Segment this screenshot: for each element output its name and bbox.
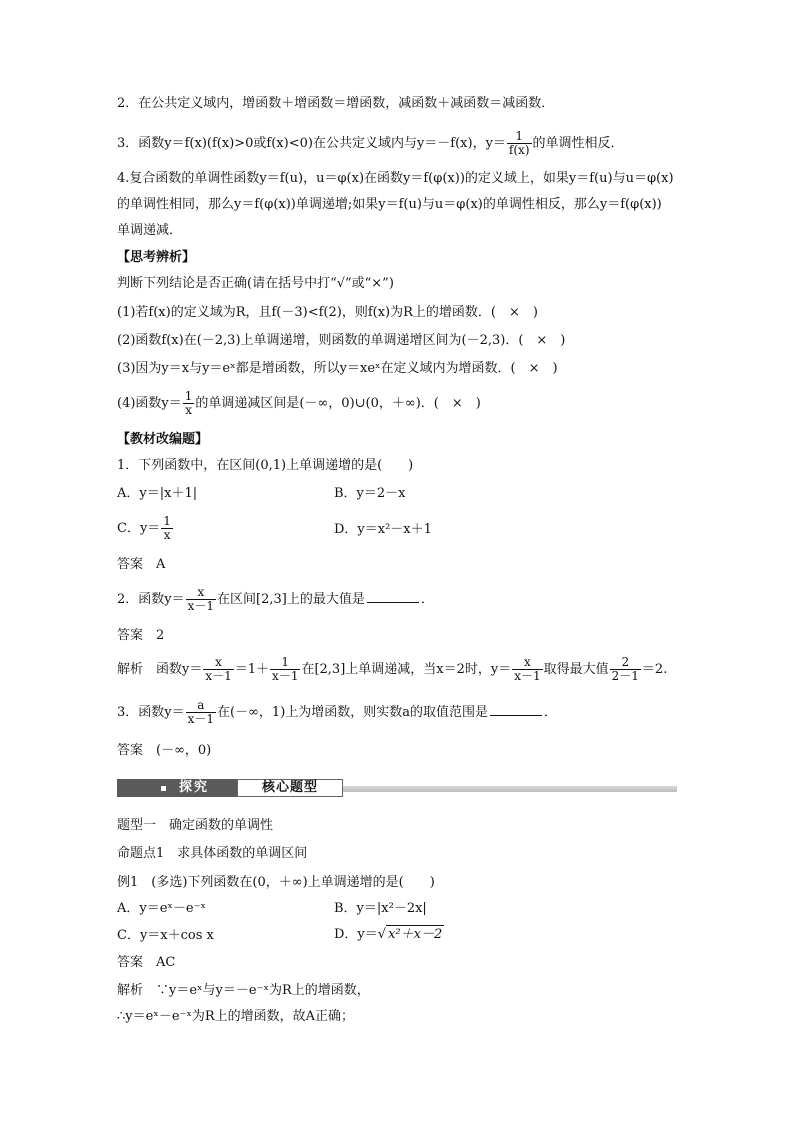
- fraction-1-over-x: $\frac{1}{x}$: [184, 389, 193, 417]
- judgement-item-4: (4)函数y＝ $\frac{1}{x}$ 的单调递减区间是(－∞，0)∪(0，＋∞)．( × ): [117, 389, 481, 417]
- square-bullet-icon: [161, 786, 166, 791]
- answer-blank: [367, 590, 419, 603]
- text-line-property-4-cont: 的单调性相同，那么y＝f(φ(x))单调递增;如果y＝f(u)与u＝φ(x)的单调性相反，那么y＝f(φ(x)): [117, 197, 662, 212]
- section-heading-thinking: 【思考辨析】: [117, 250, 196, 265]
- question-1-option-d: D．y＝x²－x＋1: [334, 522, 432, 537]
- banner-rule: [343, 786, 677, 792]
- fraction-option-c: $\frac{1}{x}$: [163, 514, 171, 542]
- text-line-property-4: 4.复合函数的单调性函数y＝f(u)，u＝φ(x)在函数y＝f(φ(x))的定义域上，如果y＝f(u)与u＝φ(x): [117, 171, 674, 186]
- fraction-sol-4: $\frac{2}{2-1}$: [611, 655, 639, 683]
- fraction-q2: $\frac{x}{x-1}$: [187, 585, 215, 613]
- text-line-property-3: 3．函数y＝f(x)(f(x)>0或f(x)<0)在公共定义域内与y＝－f(x)，y＝ $\frac{1}{f(x)}$ 的单调性相反．: [117, 129, 624, 157]
- text-line-property-2: 2．在公共定义域内，增函数＋增函数＝增函数，减函数＋减函数＝减函数．: [117, 96, 555, 111]
- judgement-item-3: (3)因为y＝x与y＝eˣ都是增函数，所以y＝xeˣ在定义域内为增函数．( × ): [117, 361, 558, 376]
- example-1-option-a: A．y＝eˣ－e⁻ˣ: [117, 901, 207, 916]
- subtopic-heading: 命题点1 求具体函数的单调区间: [117, 846, 308, 861]
- question-2: 2．函数y＝ $\frac{x}{x-1}$ 在区间[2,3]上的最大值是 ．: [117, 585, 434, 613]
- question-1-option-b: B．y＝2－x: [334, 486, 406, 501]
- fraction-sol-2: $\frac{1}{x-1}$: [272, 655, 299, 683]
- example-1-option-d: D．y＝√ x²＋x－2: [334, 927, 443, 942]
- fraction-1-over-fx: $\frac{1}{f(x)}$: [508, 129, 530, 157]
- example-1: 例1 (多选)下列函数在(0，＋∞)上单调递增的是( ): [117, 875, 435, 890]
- judgement-item-1: (1)若f(x)的定义域为R，且f(－3)<f(2)，则f(x)为R上的增函数．( × ): [117, 305, 538, 320]
- judgement-item-2: (2)函数f(x)在(－2,3)上单调递增，则函数的单调递增区间为(－2,3)．( × ): [117, 333, 566, 348]
- answer-blank: [490, 703, 542, 716]
- question-3: 3．函数y＝ $\frac{a}{x-1}$ 在(－∞，1)上为增函数，则实数a的取值范围是 ．: [117, 698, 558, 726]
- banner-label-explore: 探究: [117, 779, 237, 797]
- question-1-option-a: A．y＝|x＋1|: [117, 486, 198, 501]
- section-banner: [117, 778, 677, 798]
- banner-label-core: 核心题型: [237, 779, 343, 797]
- solution-2: 解析 函数y＝ $\frac{x}{x-1}$ ＝1＋ $\frac{1}{x-1}$ 在[2,3]上单调递减，当x＝2时，y＝ $\frac{x}{x-1}$ 取得最大值 $\frac{2}{2-1}$ ＝2.: [117, 655, 668, 683]
- example-1-solution-cont: ∴y＝eˣ－e⁻ˣ为R上的增函数，故A正确；: [117, 1009, 355, 1024]
- section-heading-textbook: 【教材改编题】: [117, 432, 209, 447]
- instruction-line: 判断下列结论是否正确(请在括号中打“√”或“×”): [117, 276, 394, 291]
- fraction-q3: $\frac{a}{x-1}$: [187, 698, 215, 726]
- fraction-sol-1: $\frac{x}{x-1}$: [205, 655, 232, 683]
- question-1-option-c: C．y＝ $\frac{1}{x}$: [117, 514, 171, 542]
- answer-2: 答案 2: [117, 628, 165, 643]
- topic-heading: 题型一 确定函数的单调性: [117, 818, 274, 833]
- example-1-answer: 答案 AC: [117, 955, 176, 970]
- answer-1: 答案 A: [117, 557, 166, 572]
- example-1-option-c: C．y＝x＋cos x: [117, 928, 214, 943]
- text-line-property-4-end: 单调递减．: [117, 223, 183, 238]
- fraction-sol-3: $\frac{x}{x-1}$: [514, 655, 541, 683]
- question-1: 1．下列函数中，在区间(0,1)上单调递增的是( ): [117, 458, 414, 473]
- square-root: x²＋x－2: [388, 927, 443, 942]
- example-1-option-b: B．y＝|x²－2x|: [334, 901, 427, 916]
- example-1-solution: 解析 ∵y＝eˣ与y＝－e⁻ˣ为R上的增函数，: [117, 983, 370, 998]
- answer-3: 答案 (－∞，0): [117, 743, 212, 758]
